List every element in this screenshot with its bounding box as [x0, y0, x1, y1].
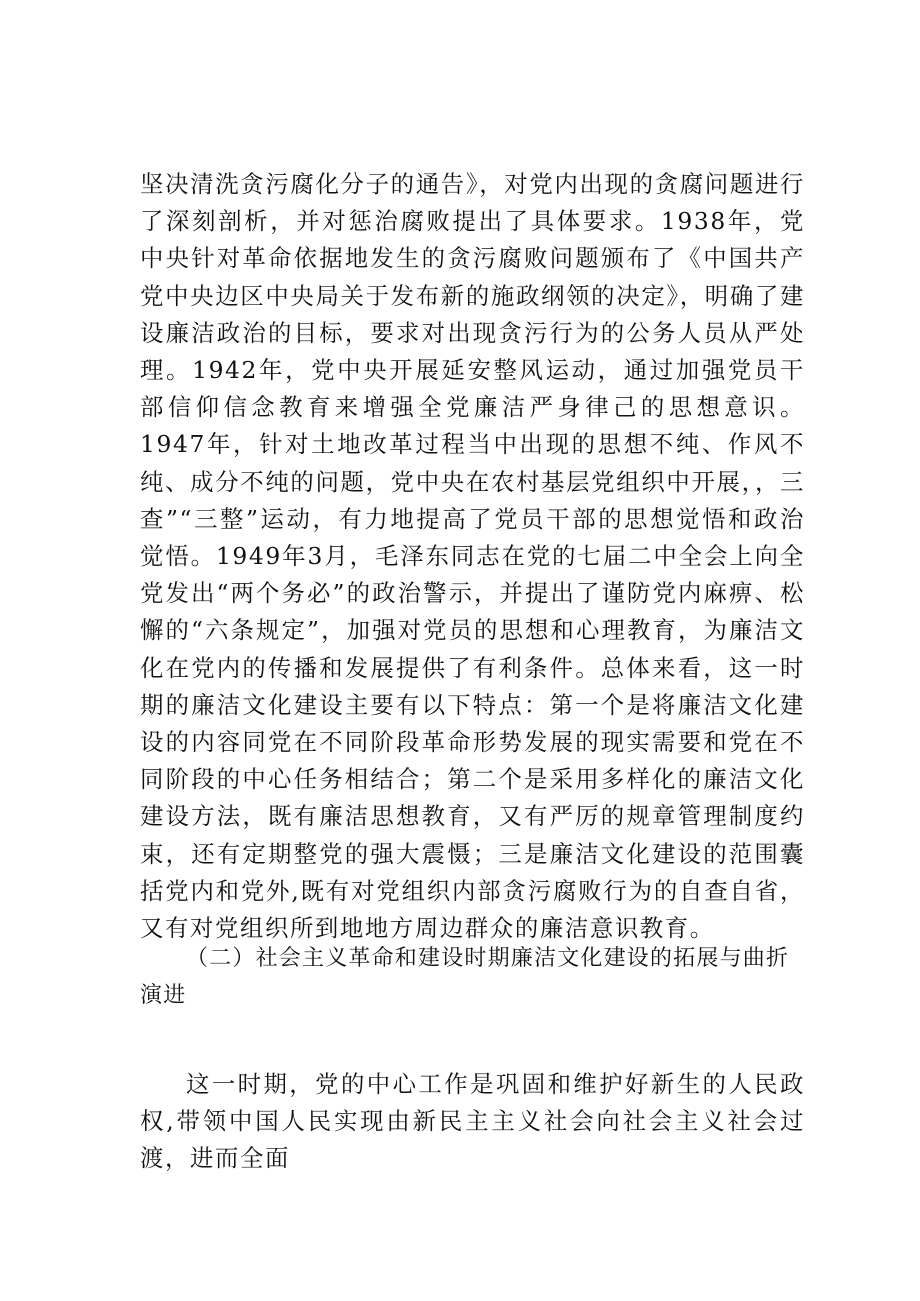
section-heading: （二）社会主义革命和建设时期廉洁文化建设的拓展与曲折演进 — [140, 946, 790, 1009]
body-paragraph-continued: 坚决清洗贪污腐化分子的通告》，对党内出现的贪腐问题进行了深刻剖析，并对惩治腐败提出了具体要求。1938年，党中央针对革命依据地发生的贪污腐败问题颁布了《中国共产党中央边区中央局关于发布新的施政纲领的决定》，明确了建设廉洁政治的目标，要求对出现贪污行为的公务人员从严处理。1942年，党中央开展延安整风运动，通过加强党员干部信仰信念教育来增强全党廉洁严身律己的思想意识。1947年，针对土地改革过程当中出现的思想不纯、作风不纯、成分不纯的问题，党中央在农村基层党组织中开展，，三查”“三整”运动，有力地提高了党员干部的思想觉悟和政治觉悟。1949年3月，毛泽东同志在党的七届二中全会上向全党发出“两个务必”的政治警示，并提出了谨防党内麻痹、松懈的“六条规定”，加强对党员的思想和心理教育，为廉洁文化在党内的传播和发展提供了有利条件。总体来看，这一时期的廉洁文化建设主要有以下特点：第一个是将廉洁文化建设的内容同党在不同阶段革命形势发展的现实需要和党在不同阶段的中心任务相结合；第二个是采用多样化的廉洁文化建设方法，既有廉洁思想教育，又有严厉的规章管理制度约束，还有定期整党的强大震慑；三是廉洁文化建设的范围囊括党内和党外,既有对党组织内部贪污腐败行为的自查自省，又有对党组织所到地地方周边群众的廉洁意识教育。 — [140, 170, 805, 943]
body-paragraph-next: 这一时期，党的中心工作是巩固和维护好新生的人民政权,带领中国人民实现由新民主主义社会向社会主义社会过渡，进而全面 — [140, 1070, 805, 1173]
